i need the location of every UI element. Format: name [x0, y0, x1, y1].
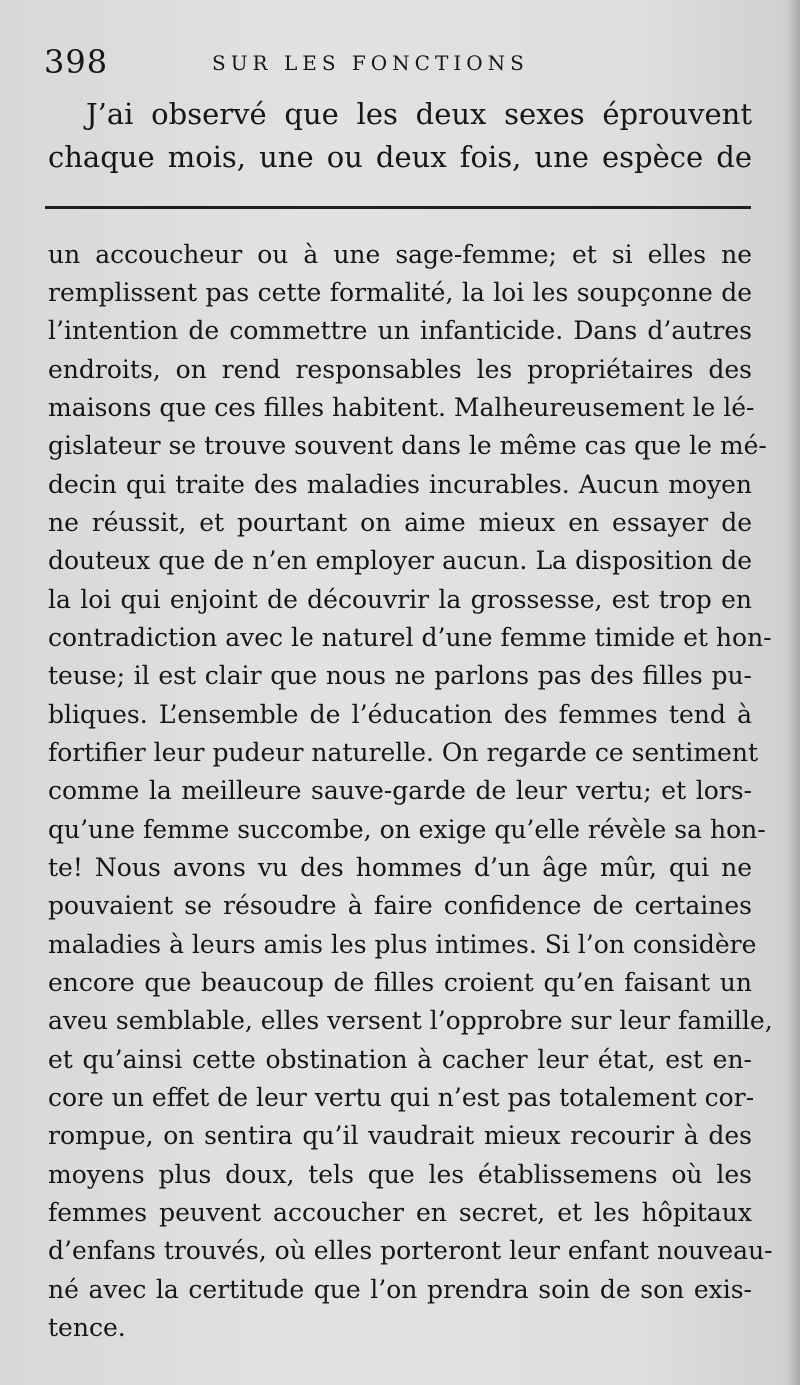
running-head	[44, 40, 754, 84]
footnote-line: ne réussit, et pourtant on aime mieux en essayer de	[48, 508, 752, 537]
footnote-line: et qu’ainsi cette obstination à cacher leur état, est en-	[48, 1045, 752, 1074]
footnote-line: comme la meilleure sauve-garde de leur vertu; et lors-	[48, 776, 752, 805]
footnote-line: maisons que ces filles habitent. Malheureusement le lé-	[48, 393, 755, 422]
footnote-line: bliques. L’ensemble de l’éducation des femmes tend à	[48, 700, 752, 729]
footnote-line: fortifier leur pudeur naturelle. On regarde ce sentiment	[48, 738, 758, 767]
footnote-line: tence.	[48, 1313, 126, 1342]
footnote-line: contradiction avec le naturel d’une femme timide et hon-	[48, 623, 772, 652]
footnote-line: un accoucheur ou à une sage-femme; et si elles ne	[48, 240, 752, 269]
footnote-line: encore que beaucoup de filles croient qu’en faisant un	[48, 968, 752, 997]
footnote-line: qu’une femme succombe, on exige qu’elle révèle sa hon-	[48, 815, 766, 844]
footnote-separator-rule	[45, 206, 751, 209]
footnote-line: endroits, on rend responsables les propriétaires des	[48, 355, 752, 384]
footnote-line: femmes peuvent accoucher en secret, et les hôpitaux	[48, 1198, 752, 1227]
footnote-line: la loi qui enjoint de découvrir la grossesse, est trop en	[48, 585, 752, 614]
page-number: 398	[44, 43, 109, 81]
main-text-line: J’ai observé que les deux sexes éprouvent	[86, 97, 752, 131]
footnote-line: gislateur se trouve souvent dans le même cas que le mé-	[48, 431, 767, 460]
main-text-line: chaque mois, une ou deux fois, une espèce de	[48, 140, 752, 174]
footnote-line: remplissent pas cette formalité, la loi les soupçonne de	[48, 278, 752, 307]
footnote-line: d’enfans trouvés, où elles porteront leur enfant nouveau-	[48, 1236, 773, 1265]
footnote-line: l’intention de commettre un infanticide. Dans d’autres	[48, 316, 752, 345]
footnote-line: pouvaient se résoudre à faire confidence de certaines	[48, 891, 752, 920]
footnote-line: moyens plus doux, tels que les établissemens où les	[48, 1160, 752, 1189]
footnote-line: core un effet de leur vertu qui n’est pas totalement cor-	[48, 1083, 755, 1112]
footnote-line: maladies à leurs amis les plus intimes. Si l’on considère	[48, 930, 757, 959]
running-title: SUR LES FONCTIONS	[212, 51, 529, 75]
footnote-line: teuse; il est clair que nous ne parlons pas des filles pu-	[48, 661, 752, 690]
footnote-line: rompue, on sentira qu’il vaudrait mieux recourir à des	[48, 1121, 752, 1150]
footnote-line: decin qui traite des maladies incurables. Aucun moyen	[48, 470, 752, 499]
footnote-line: né avec la certitude que l’on prendra soin de son exis-	[48, 1275, 752, 1304]
footnote-line: aveu semblable, elles versent l’opprobre sur leur famille,	[48, 1006, 773, 1035]
footnote-line: douteux que de n’en employer aucun. La disposition de	[48, 546, 752, 575]
page-edge-shadow	[786, 0, 800, 1385]
footnote-line: te! Nous avons vu des hommes d’un âge mûr, qui ne	[48, 853, 752, 882]
